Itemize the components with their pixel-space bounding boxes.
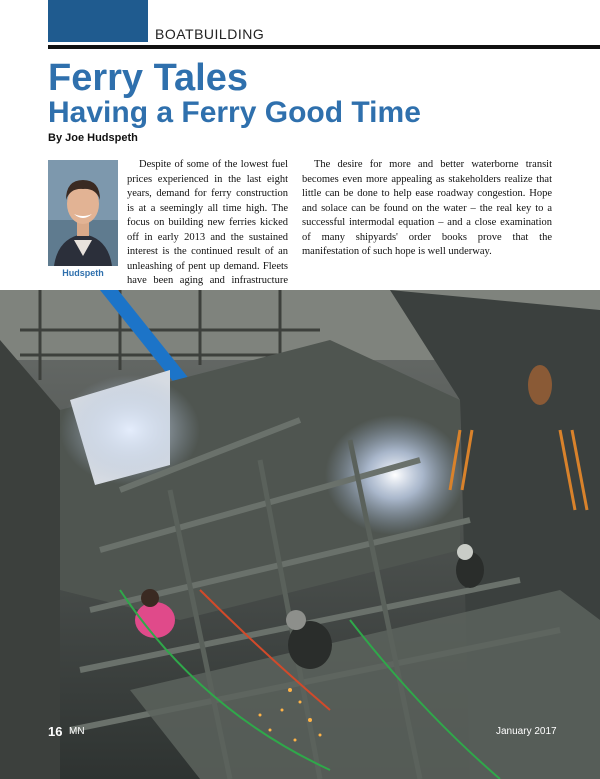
body-paragraph: The desire for more and better waterborne transit becomes even more appealing as stakeholders realize that little can be done to help ease roadway congestion. Hope and solace can be found on the water – the real key to a successful intermodal equation – and a close examination of many shipyards' order books prove that the manifestation of such hope is well underway.	[302, 159, 552, 257]
body-column-right	[302, 158, 552, 260]
article-title: Ferry Tales	[48, 57, 248, 99]
page-number: 16	[48, 724, 63, 739]
portrait-illustration	[48, 160, 118, 266]
section-label: BOATBUILDING	[155, 26, 265, 42]
byline: By Joe Hudspeth	[48, 132, 138, 144]
section-rule	[48, 45, 600, 49]
article-subtitle: Having a Ferry Good Time	[48, 96, 421, 129]
body-paragraph: Despite of some of the lowest fuel prices experienced in the last eight years, demand for ferry construction is at a seemingly all time high. The focus on building new ferries kicked off in early 2013 and the sustained interest is the continued result of an unleashing of pent up demand. Fleets have been aging and infrastructure	[127, 159, 288, 286]
magazine-name: MN	[69, 726, 85, 737]
shipyard-illustration	[0, 290, 600, 779]
shipyard-photo	[0, 290, 600, 779]
author-portrait	[48, 160, 118, 266]
portrait-caption: Hudspeth	[62, 268, 104, 278]
issue-date: January 2017	[496, 726, 557, 737]
section-color-block	[48, 0, 148, 42]
